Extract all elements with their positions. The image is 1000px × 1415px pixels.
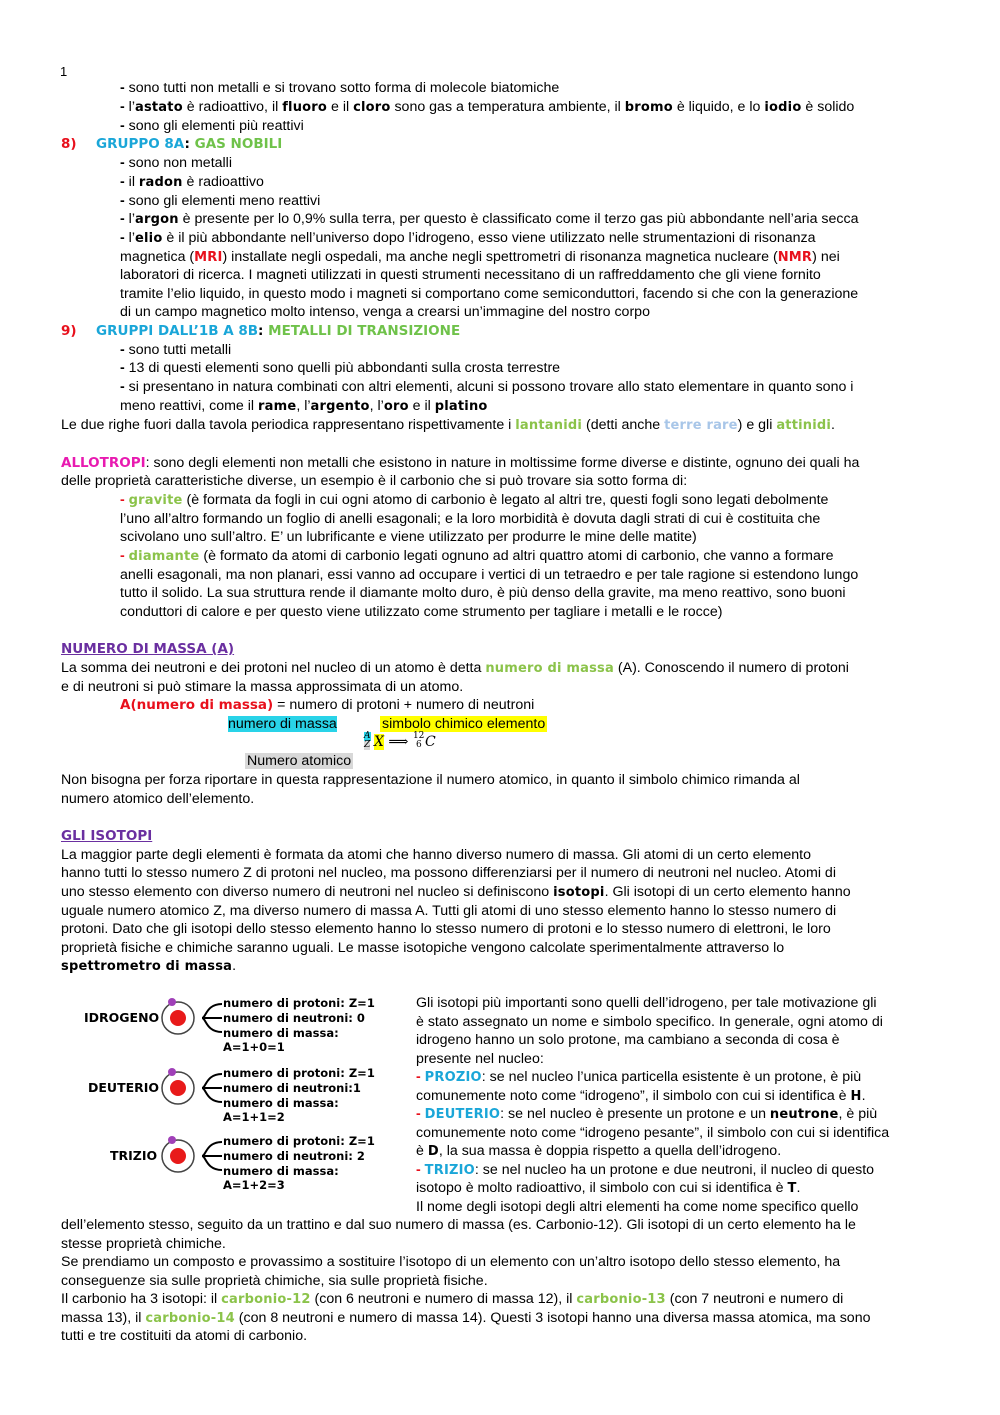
bullet-line: - si presentano in natura combinati con altri elementi, alcuni si possono trovare allo stato elementare in quanto sono i <box>120 379 854 395</box>
diagram-line: numero di neutroni: 0 <box>223 1011 365 1025</box>
allotropi-heading: ALLOTROPI <box>61 455 146 471</box>
deuterio-atom <box>162 1068 194 1104</box>
text-line: La maggior parte degli elementi è formata da atomi che hanno diverso numero di massa. Gli atomi di un certo elemento <box>61 847 811 863</box>
section-heading: NUMERO DI MASSA (A) <box>61 641 235 657</box>
section-heading: GLI ISOTOPI <box>61 828 153 844</box>
bullet-line: - sono non metalli <box>120 155 232 171</box>
hydrogen-isotopes-diagram <box>80 990 400 1190</box>
section-heading: GRUPPO 8A: GAS NOBILI <box>96 136 283 152</box>
bullet-line: - TRIZIO: se nel nucleo ha un protone e due neutroni, il nucleo di questo <box>416 1162 875 1178</box>
list-number: 9) <box>61 323 77 339</box>
list-number: 8) <box>61 136 77 152</box>
diagram-line: numero di massa: A=1+0=1 <box>223 1026 339 1054</box>
text-line: stesse proprietà chimiche. <box>61 1236 226 1252</box>
text-line: è stato assegnato un nome e simbolo specifico. In generale, ogni atomo di <box>416 1014 883 1030</box>
text-line: ALLOTROPI: sono degli elementi non metalli che esistono in nature in moltissime forme diverse e distinte, ognuno dei quali ha <box>61 455 860 471</box>
bullet-line: - sono gli elementi meno reattivi <box>120 193 321 209</box>
bullet-line: - sono tutti non metalli e si trovano sotto forma di molecole biatomiche <box>120 80 560 96</box>
bullet-line: - PROZIO: se nel nucleo l’unica particella esistente è un protone, è più <box>416 1069 862 1085</box>
bullet-line: - gravite (è formata da fogli in cui ogni atomo di carbonio è legato al altri tre, questi fogli sono legati debolmente <box>120 492 829 508</box>
text-line: e di neutroni si può stimare la massa approssimata di un atomo. <box>61 679 464 695</box>
text-line: Non bisogna per forza riportare in questa rappresentazione il numero atomico, in quanto il simbolo chimico rimanda al <box>61 772 800 788</box>
text-line: La somma dei neutroni e dei protoni nel nucleo di un atomo è detta numero di massa (A). Conoscendo il numero di protoni <box>61 660 849 676</box>
diagram-line: numero di protoni: Z=1 <box>223 1066 375 1080</box>
diagram-line: numero di protoni: Z=1 <box>223 996 375 1010</box>
text-line: uguale numero atomico Z, ma diverso numero di massa A. Tutti gli atomi di uno stesso elemento hanno lo stesso numero di <box>61 903 837 919</box>
text-line: è D, la sua massa è doppia rispetto a quella dell’idrogeno. <box>416 1143 782 1159</box>
formula-line: A(numero di massa) = numero di protoni + numero di neutroni <box>120 697 535 713</box>
text-line: spettrometro di massa. <box>61 958 237 974</box>
text-line: dell’elemento stesso, seguito da un trattino e dal suo numero di massa (es. Carbonio-12). Gli isotopi di un certo elemento ha le <box>61 1217 856 1233</box>
text-line: protoni. Dato che gli isotopi dello stesso elemento hanno lo stesso numero di protoni e lo stesso numero di elettroni, le loro <box>61 921 831 937</box>
text-line: Il nome degli isotopi degli altri elementi ha come nome specifico quello <box>416 1199 859 1215</box>
text-line: scivolano uno sull’altro. E’ un lubrificante e viene utilizzato per produrre le mine delle matite) <box>120 529 697 545</box>
symbol-label: simbolo chimico elemento <box>382 716 546 732</box>
text-line: Il carbonio ha 3 isotopi: il carbonio-12 (con 6 neutroni e numero di massa 12), il carbonio-13 (con 7 neutroni e numero di <box>61 1291 844 1307</box>
text-line: laboratori di ricerca. I magneti utilizzati in questi strumenti necessitano di un raffreddamento che gli viene fornito <box>120 267 821 283</box>
text-line: uno stesso elemento con diverso numero di neutroni nel nucleo si definiscono isotopi. Gli isotopi di un certo elemento hanno <box>61 884 851 900</box>
text-line: tutti e tre costituiti da atomi di carbonio. <box>61 1328 308 1344</box>
bullet-line: - DEUTERIO: se nel nucleo è presente un protone e un neutrone, è più <box>416 1106 878 1122</box>
section-heading: GRUPPI DALL’1B A 8B: METALLI DI TRANSIZIONE <box>96 323 461 339</box>
diagram-line: numero di massa: A=1+2=3 <box>223 1164 339 1192</box>
diagram-line: numero di protoni: Z=1 <box>223 1134 375 1148</box>
text-line: Se prendiamo un composto e provassimo a sostituire l’isotopo di un elemento con un’altro isotopo dello stesso elemento, ha <box>61 1254 841 1270</box>
bullet-line: - l’argon è presente per lo 0,9% sulla terra, per questo è classificato come il terzo gas più abbondante nell’aria secca <box>120 211 859 227</box>
mass-number-label: numero di massa <box>228 716 337 732</box>
bullet-line: - sono tutti metalli <box>120 342 232 358</box>
text-line: l’uno all’altro formando un foglio di anelli esagonali; e la loro morbidità è dovuta dagli strati di cui è costituita che <box>120 511 821 527</box>
diagram-label: IDROGENO <box>84 1010 160 1025</box>
bullet-line: - diamante (è formato da atomi di carbonio legati ognuno ad altri quattro atomi di carbonio, che vanno a formare <box>120 548 834 564</box>
text-line: conseguenze sia sulle proprietà chimiche, sia sulle proprietà fisiche. <box>61 1273 488 1289</box>
text-line: di un campo magnetico molto intenso, venga a crearsi un’immagine del nostro corpo <box>120 304 650 320</box>
text-line: idrogeno hanno un solo protone, ma cambiano a seconda di cosa è <box>416 1032 840 1048</box>
text-line: comunemente noto come “idrogeno”, il simbolo con cui si identifica è H. <box>416 1088 866 1104</box>
text-line: Gli isotopi più importanti sono quelli dell’idrogeno, per tale motivazione gli <box>416 995 877 1011</box>
text-line: magnetica (MRI) installate negli ospedali, ma anche negli spettrometri di risonanza magnetica nucleare (NMR) nei <box>120 249 840 265</box>
trizio-atom <box>162 1136 194 1172</box>
text-line: anelli esagonali, ma non planari, essi vanno ad occupare i vertici di un tetraedro e per tale ragione si estendono lungo <box>120 567 859 583</box>
bullet-line: - sono gli elementi più reattivi <box>120 118 304 134</box>
diagram-line: numero di neutroni:1 <box>223 1081 361 1095</box>
diagram-line: numero di neutroni: 2 <box>223 1149 365 1163</box>
text-line: tutto il solido. La sua struttura rende il diamante molto duro, è più denso della gravite, ma meno reattivo, sono buoni <box>120 585 846 601</box>
atomic-number-label: Numero atomico <box>247 753 352 769</box>
text-line: tramite l’elio liquido, in questo modo i magneti si comportano come semiconduttori, facendo si che con la generazione <box>120 286 859 302</box>
diagram-label: DEUTERIO <box>88 1080 160 1095</box>
text-line: isotopo è molto radioattivo, il simbolo con cui si identifica è T. <box>416 1180 801 1196</box>
text-line: proprietà fisiche e chimiche saranno uguali. Le masse isotopiche vengono calcolate sperimentalmente attraverso lo <box>61 940 785 956</box>
text-line: Le due righe fuori dalla tavola periodica rappresentano rispettivamente i lantanidi (detti anche terre rare) e gli attinidi. <box>61 417 835 433</box>
text-line: numero atomico dell’elemento. <box>61 791 255 807</box>
bullet-line: - il radon è radioattivo <box>120 174 264 190</box>
text-line: massa 13), il carbonio-14 (con 8 neutroni e numero di massa 14). Questi 3 isotopi hanno una diversa massa atomica, ma sono <box>61 1310 871 1326</box>
text-line: meno reattivi, come il rame, l’argento, l’oro e il platino <box>120 398 488 414</box>
page-number: 1 <box>60 64 68 79</box>
text-line: conduttori di calore e per questo viene utilizzato come strumento per tagliare i metalli e le rocce) <box>120 604 723 620</box>
isotope-notation: A Z X ⟹ 12 6 C <box>364 731 436 750</box>
idrogeno-atom <box>162 998 194 1034</box>
text-line: presente nel nucleo: <box>416 1051 544 1067</box>
diagram-label: TRIZIO <box>110 1148 158 1163</box>
text-line: comunemente noto come “idrogeno pesante”, il simbolo con cui si identifica <box>416 1125 890 1141</box>
bullet-line: - 13 di questi elementi sono quelli più abbondanti sulla crosta terrestre <box>120 360 561 376</box>
diagram-line: numero di massa: A=1+1=2 <box>223 1096 339 1124</box>
bullet-line: - l’astato è radioattivo, il fluoro e il cloro sono gas a temperatura ambiente, il bromo è liquido, e lo iodio è solido <box>120 99 855 115</box>
text-line: hanno tutti lo stesso numero Z di protoni nel nucleo, ma possono differenziarsi per il numero di neutroni nel nucleo. Atomi di <box>61 865 836 881</box>
bullet-line: - l’elio è il più abbondante nell’universo dopo l’idrogeno, esso viene utilizzato nelle strumentazioni di risonanza <box>120 230 816 246</box>
text-line: delle proprietà caratteristiche diverse, un esempio è il carbonio che si può trovare sia sotto forma di: <box>61 473 688 489</box>
